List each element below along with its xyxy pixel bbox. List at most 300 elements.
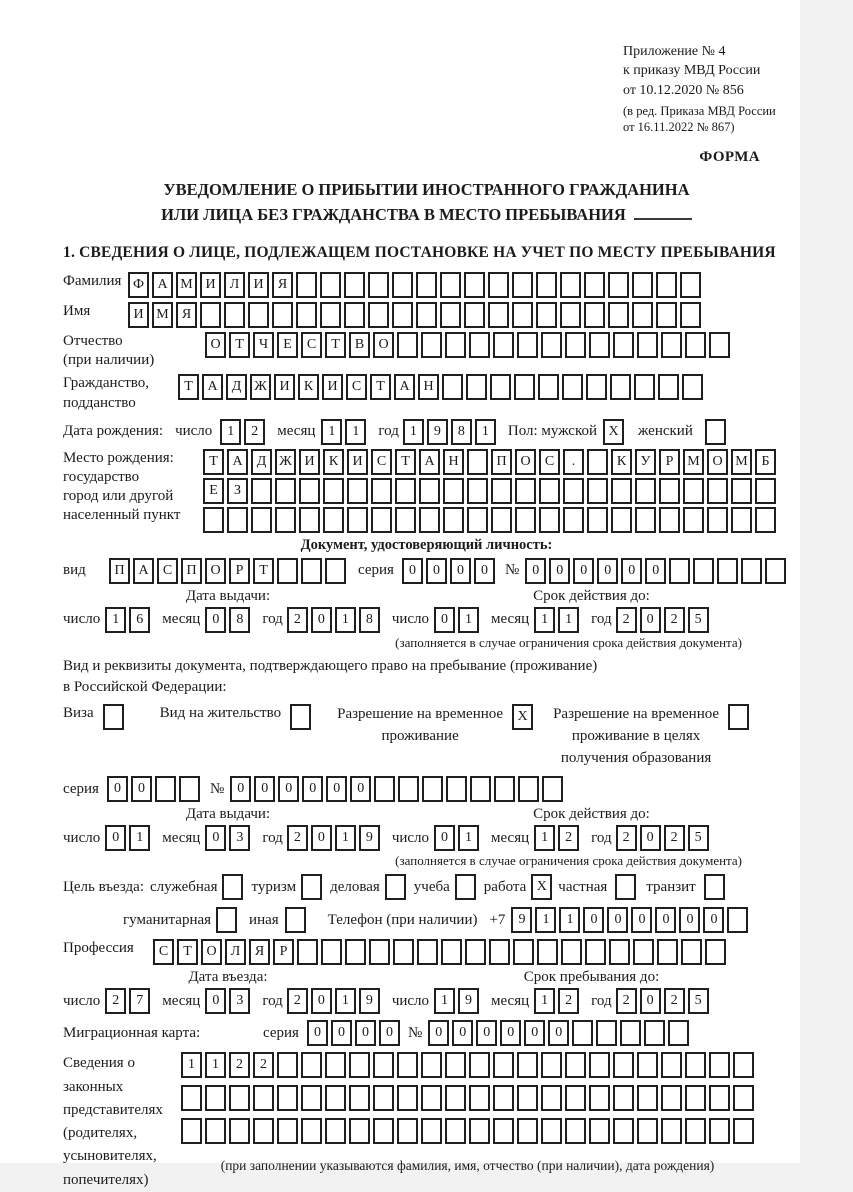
char-box[interactable]: 9 [359, 988, 380, 1014]
char-box[interactable]: Д [226, 374, 247, 400]
char-box[interactable] [344, 272, 365, 298]
char-box[interactable] [608, 302, 629, 328]
char-box[interactable]: 0 [311, 825, 332, 851]
char-box[interactable] [681, 939, 702, 965]
char-box[interactable]: 0 [254, 776, 275, 802]
char-box[interactable] [446, 776, 467, 802]
char-box[interactable] [493, 1052, 514, 1078]
char-box[interactable] [644, 1020, 665, 1046]
char-box[interactable]: М [176, 272, 197, 298]
char-box[interactable] [560, 302, 581, 328]
char-box[interactable]: Д [251, 449, 272, 475]
char-box[interactable] [683, 478, 704, 504]
char-box[interactable]: Т [177, 939, 198, 965]
char-box[interactable]: С [153, 939, 174, 965]
char-box[interactable]: X [531, 874, 552, 900]
char-box[interactable]: 0 [573, 558, 594, 584]
char-box[interactable]: 0 [631, 907, 652, 933]
char-box[interactable]: А [227, 449, 248, 475]
char-box[interactable] [518, 776, 539, 802]
char-box[interactable]: 0 [607, 907, 628, 933]
char-box[interactable] [668, 1020, 689, 1046]
char-box[interactable]: 0 [307, 1020, 328, 1046]
char-box[interactable] [685, 1118, 706, 1144]
char-box[interactable]: 0 [302, 776, 323, 802]
char-box[interactable]: А [202, 374, 223, 400]
char-box[interactable] [445, 1085, 466, 1111]
char-box[interactable] [661, 1085, 682, 1111]
char-box[interactable]: 0 [524, 1020, 545, 1046]
char-box[interactable] [661, 1118, 682, 1144]
char-box[interactable] [589, 1052, 610, 1078]
char-box[interactable]: 1 [335, 988, 356, 1014]
char-box[interactable] [277, 1085, 298, 1111]
char-box[interactable] [634, 374, 655, 400]
char-box[interactable] [585, 939, 606, 965]
char-box[interactable]: 0 [640, 988, 661, 1014]
char-box[interactable] [347, 507, 368, 533]
char-box[interactable] [200, 302, 221, 328]
char-box[interactable] [422, 776, 443, 802]
char-box[interactable]: 3 [229, 825, 250, 851]
char-box[interactable] [443, 478, 464, 504]
char-box[interactable]: О [205, 558, 226, 584]
char-box[interactable] [705, 939, 726, 965]
char-box[interactable] [517, 332, 538, 358]
char-box[interactable]: Ф [128, 272, 149, 298]
char-box[interactable]: 0 [379, 1020, 400, 1046]
char-box[interactable]: О [515, 449, 536, 475]
char-box[interactable] [440, 302, 461, 328]
char-box[interactable]: 0 [525, 558, 546, 584]
char-box[interactable] [514, 374, 535, 400]
char-box[interactable]: 0 [426, 558, 447, 584]
char-box[interactable] [611, 507, 632, 533]
char-box[interactable] [469, 1118, 490, 1144]
char-box[interactable]: 9 [458, 988, 479, 1014]
char-box[interactable] [445, 332, 466, 358]
char-box[interactable] [465, 939, 486, 965]
char-box[interactable] [393, 939, 414, 965]
char-box[interactable]: 2 [558, 825, 579, 851]
char-box[interactable] [656, 302, 677, 328]
char-box[interactable]: О [373, 332, 394, 358]
char-box[interactable] [637, 1118, 658, 1144]
char-box[interactable] [469, 1052, 490, 1078]
char-box[interactable] [613, 1118, 634, 1144]
char-box[interactable] [345, 939, 366, 965]
char-box[interactable]: 9 [427, 419, 448, 445]
char-box[interactable] [491, 478, 512, 504]
char-box[interactable]: 0 [583, 907, 604, 933]
char-box[interactable] [659, 507, 680, 533]
char-box[interactable]: 2 [105, 988, 126, 1014]
char-box[interactable] [517, 1085, 538, 1111]
char-box[interactable] [320, 272, 341, 298]
char-box[interactable] [419, 507, 440, 533]
char-box[interactable]: Н [418, 374, 439, 400]
char-box[interactable] [441, 939, 462, 965]
char-box[interactable] [299, 507, 320, 533]
char-box[interactable] [489, 939, 510, 965]
char-box[interactable]: 0 [450, 558, 471, 584]
char-box[interactable] [709, 1052, 730, 1078]
char-box[interactable] [658, 374, 679, 400]
char-box[interactable]: 8 [359, 607, 380, 633]
char-box[interactable]: С [346, 374, 367, 400]
char-box[interactable]: 1 [458, 825, 479, 851]
char-box[interactable]: Т [178, 374, 199, 400]
char-box[interactable] [587, 449, 608, 475]
char-box[interactable] [565, 1085, 586, 1111]
char-box[interactable] [297, 939, 318, 965]
char-box[interactable] [538, 374, 559, 400]
char-box[interactable] [728, 704, 749, 730]
char-box[interactable] [705, 419, 726, 445]
char-box[interactable] [296, 302, 317, 328]
char-box[interactable]: А [152, 272, 173, 298]
char-box[interactable] [373, 1118, 394, 1144]
char-box[interactable]: Н [443, 449, 464, 475]
char-box[interactable] [613, 332, 634, 358]
char-box[interactable]: 0 [355, 1020, 376, 1046]
char-box[interactable] [610, 374, 631, 400]
char-box[interactable] [385, 874, 406, 900]
char-box[interactable]: Т [229, 332, 250, 358]
char-box[interactable] [536, 272, 557, 298]
char-box[interactable]: О [201, 939, 222, 965]
char-box[interactable] [589, 332, 610, 358]
char-box[interactable]: Т [325, 332, 346, 358]
char-box[interactable] [398, 776, 419, 802]
char-box[interactable]: 2 [253, 1052, 274, 1078]
char-box[interactable] [397, 1052, 418, 1078]
char-box[interactable] [541, 1085, 562, 1111]
char-box[interactable]: Ж [250, 374, 271, 400]
char-box[interactable]: 1 [220, 419, 241, 445]
char-box[interactable]: Ч [253, 332, 274, 358]
char-box[interactable] [251, 478, 272, 504]
char-box[interactable]: 1 [534, 825, 555, 851]
char-box[interactable]: 0 [105, 825, 126, 851]
char-box[interactable]: 1 [205, 1052, 226, 1078]
char-box[interactable] [445, 1118, 466, 1144]
char-box[interactable] [373, 1052, 394, 1078]
char-box[interactable] [467, 478, 488, 504]
char-box[interactable] [467, 507, 488, 533]
char-box[interactable]: 5 [688, 607, 709, 633]
char-box[interactable] [395, 478, 416, 504]
char-box[interactable]: 1 [534, 988, 555, 1014]
char-box[interactable]: А [419, 449, 440, 475]
char-box[interactable]: 0 [679, 907, 700, 933]
char-box[interactable] [541, 332, 562, 358]
char-box[interactable] [216, 907, 237, 933]
char-box[interactable]: Я [272, 272, 293, 298]
char-box[interactable]: 0 [278, 776, 299, 802]
char-box[interactable] [615, 874, 636, 900]
char-box[interactable] [392, 272, 413, 298]
char-box[interactable]: 1 [129, 825, 150, 851]
char-box[interactable] [709, 1085, 730, 1111]
char-box[interactable] [565, 1052, 586, 1078]
char-box[interactable] [584, 272, 605, 298]
char-box[interactable] [587, 507, 608, 533]
char-box[interactable] [707, 507, 728, 533]
char-box[interactable] [589, 1085, 610, 1111]
char-box[interactable] [661, 1052, 682, 1078]
char-box[interactable] [464, 272, 485, 298]
char-box[interactable] [620, 1020, 641, 1046]
char-box[interactable] [490, 374, 511, 400]
char-box[interactable]: К [298, 374, 319, 400]
char-box[interactable]: Л [224, 272, 245, 298]
char-box[interactable] [417, 939, 438, 965]
char-box[interactable] [325, 1085, 346, 1111]
char-box[interactable] [296, 272, 317, 298]
char-box[interactable]: 0 [205, 825, 226, 851]
char-box[interactable]: С [371, 449, 392, 475]
char-box[interactable]: 0 [640, 607, 661, 633]
char-box[interactable] [733, 1085, 754, 1111]
char-box[interactable]: 0 [326, 776, 347, 802]
char-box[interactable]: 1 [321, 419, 342, 445]
char-box[interactable] [229, 1118, 250, 1144]
char-box[interactable]: . [563, 449, 584, 475]
char-box[interactable]: Л [225, 939, 246, 965]
char-box[interactable] [741, 558, 762, 584]
char-box[interactable] [517, 1052, 538, 1078]
char-box[interactable] [373, 1085, 394, 1111]
char-box[interactable] [669, 558, 690, 584]
char-box[interactable] [717, 558, 738, 584]
char-box[interactable] [251, 507, 272, 533]
char-box[interactable]: Т [253, 558, 274, 584]
char-box[interactable] [632, 302, 653, 328]
char-box[interactable]: 2 [664, 607, 685, 633]
char-box[interactable]: 0 [107, 776, 128, 802]
char-box[interactable] [371, 507, 392, 533]
char-box[interactable]: 0 [434, 825, 455, 851]
char-box[interactable]: М [731, 449, 752, 475]
char-box[interactable]: 9 [511, 907, 532, 933]
char-box[interactable] [488, 302, 509, 328]
char-box[interactable] [285, 907, 306, 933]
char-box[interactable] [290, 704, 311, 730]
char-box[interactable]: 1 [335, 825, 356, 851]
char-box[interactable] [347, 478, 368, 504]
char-box[interactable] [272, 302, 293, 328]
char-box[interactable] [680, 302, 701, 328]
char-box[interactable]: 7 [129, 988, 150, 1014]
char-box[interactable] [731, 478, 752, 504]
char-box[interactable]: X [512, 704, 533, 730]
char-box[interactable] [349, 1052, 370, 1078]
char-box[interactable]: А [394, 374, 415, 400]
char-box[interactable] [661, 332, 682, 358]
char-box[interactable]: М [683, 449, 704, 475]
char-box[interactable] [587, 478, 608, 504]
char-box[interactable] [709, 332, 730, 358]
char-box[interactable] [611, 478, 632, 504]
char-box[interactable]: 0 [311, 607, 332, 633]
char-box[interactable]: 1 [534, 607, 555, 633]
char-box[interactable]: 1 [559, 907, 580, 933]
char-box[interactable]: 0 [474, 558, 495, 584]
char-box[interactable]: 2 [558, 988, 579, 1014]
char-box[interactable]: О [205, 332, 226, 358]
char-box[interactable]: 0 [131, 776, 152, 802]
char-box[interactable] [203, 507, 224, 533]
char-box[interactable] [637, 1085, 658, 1111]
char-box[interactable] [565, 332, 586, 358]
char-box[interactable] [493, 1085, 514, 1111]
char-box[interactable]: 2 [244, 419, 265, 445]
char-box[interactable]: Т [395, 449, 416, 475]
char-box[interactable]: С [539, 449, 560, 475]
char-box[interactable] [466, 374, 487, 400]
char-box[interactable] [733, 1118, 754, 1144]
char-box[interactable]: П [491, 449, 512, 475]
char-box[interactable] [275, 507, 296, 533]
char-box[interactable]: 0 [645, 558, 666, 584]
char-box[interactable]: 0 [548, 1020, 569, 1046]
char-box[interactable]: 0 [655, 907, 676, 933]
char-box[interactable] [421, 1052, 442, 1078]
char-box[interactable]: 1 [475, 419, 496, 445]
char-box[interactable]: 1 [105, 607, 126, 633]
char-box[interactable]: 2 [229, 1052, 250, 1078]
char-box[interactable] [560, 272, 581, 298]
char-box[interactable] [469, 332, 490, 358]
char-box[interactable] [323, 507, 344, 533]
char-box[interactable]: П [181, 558, 202, 584]
char-box[interactable] [683, 507, 704, 533]
char-box[interactable] [657, 939, 678, 965]
char-box[interactable] [635, 507, 656, 533]
char-box[interactable] [467, 449, 488, 475]
char-box[interactable]: 5 [688, 825, 709, 851]
char-box[interactable] [561, 939, 582, 965]
char-box[interactable]: 1 [345, 419, 366, 445]
char-box[interactable]: 0 [428, 1020, 449, 1046]
char-box[interactable] [368, 272, 389, 298]
char-box[interactable]: И [299, 449, 320, 475]
char-box[interactable]: 8 [451, 419, 472, 445]
char-box[interactable] [349, 1118, 370, 1144]
char-box[interactable] [565, 1118, 586, 1144]
char-box[interactable]: 1 [535, 907, 556, 933]
char-box[interactable] [685, 1085, 706, 1111]
char-box[interactable] [613, 1085, 634, 1111]
char-box[interactable] [421, 1085, 442, 1111]
char-box[interactable]: Р [273, 939, 294, 965]
char-box[interactable] [608, 272, 629, 298]
title-blank-field[interactable] [634, 206, 692, 220]
char-box[interactable] [416, 302, 437, 328]
char-box[interactable]: 0 [205, 988, 226, 1014]
char-box[interactable]: 2 [664, 825, 685, 851]
char-box[interactable] [323, 478, 344, 504]
char-box[interactable] [765, 558, 786, 584]
char-box[interactable] [222, 874, 243, 900]
char-box[interactable]: Б [755, 449, 776, 475]
char-box[interactable]: 2 [664, 988, 685, 1014]
char-box[interactable] [693, 558, 714, 584]
char-box[interactable]: 0 [621, 558, 642, 584]
char-box[interactable] [685, 1052, 706, 1078]
char-box[interactable] [368, 302, 389, 328]
char-box[interactable]: Е [277, 332, 298, 358]
char-box[interactable] [733, 1052, 754, 1078]
char-box[interactable] [704, 874, 725, 900]
char-box[interactable] [491, 507, 512, 533]
char-box[interactable] [539, 478, 560, 504]
char-box[interactable] [512, 302, 533, 328]
char-box[interactable] [344, 302, 365, 328]
char-box[interactable] [464, 302, 485, 328]
char-box[interactable]: 1 [558, 607, 579, 633]
char-box[interactable]: К [611, 449, 632, 475]
char-box[interactable]: Я [176, 302, 197, 328]
char-box[interactable]: К [323, 449, 344, 475]
char-box[interactable]: Е [203, 478, 224, 504]
char-box[interactable] [469, 1085, 490, 1111]
char-box[interactable]: Р [659, 449, 680, 475]
char-box[interactable]: 2 [287, 988, 308, 1014]
char-box[interactable] [301, 874, 322, 900]
char-box[interactable]: В [349, 332, 370, 358]
char-box[interactable] [205, 1085, 226, 1111]
char-box[interactable] [541, 1118, 562, 1144]
char-box[interactable]: С [301, 332, 322, 358]
char-box[interactable]: И [274, 374, 295, 400]
char-box[interactable]: 0 [500, 1020, 521, 1046]
char-box[interactable]: З [227, 478, 248, 504]
char-box[interactable]: 0 [331, 1020, 352, 1046]
char-box[interactable] [613, 1052, 634, 1078]
char-box[interactable] [494, 776, 515, 802]
char-box[interactable] [421, 332, 442, 358]
char-box[interactable] [277, 558, 298, 584]
char-box[interactable]: 2 [616, 607, 637, 633]
char-box[interactable] [755, 507, 776, 533]
char-box[interactable] [277, 1052, 298, 1078]
char-box[interactable] [253, 1085, 274, 1111]
char-box[interactable] [517, 1118, 538, 1144]
char-box[interactable] [755, 478, 776, 504]
char-box[interactable] [397, 1085, 418, 1111]
char-box[interactable] [513, 939, 534, 965]
char-box[interactable] [227, 507, 248, 533]
char-box[interactable]: 2 [616, 825, 637, 851]
char-box[interactable] [325, 1118, 346, 1144]
char-box[interactable] [656, 272, 677, 298]
char-box[interactable] [395, 507, 416, 533]
char-box[interactable]: 1 [434, 988, 455, 1014]
char-box[interactable] [493, 1118, 514, 1144]
char-box[interactable]: 1 [181, 1052, 202, 1078]
char-box[interactable] [181, 1118, 202, 1144]
char-box[interactable]: 2 [287, 825, 308, 851]
char-box[interactable]: 1 [335, 607, 356, 633]
char-box[interactable] [301, 1052, 322, 1078]
char-box[interactable] [443, 507, 464, 533]
char-box[interactable] [680, 272, 701, 298]
char-box[interactable] [515, 478, 536, 504]
char-box[interactable] [205, 1118, 226, 1144]
char-box[interactable] [584, 302, 605, 328]
